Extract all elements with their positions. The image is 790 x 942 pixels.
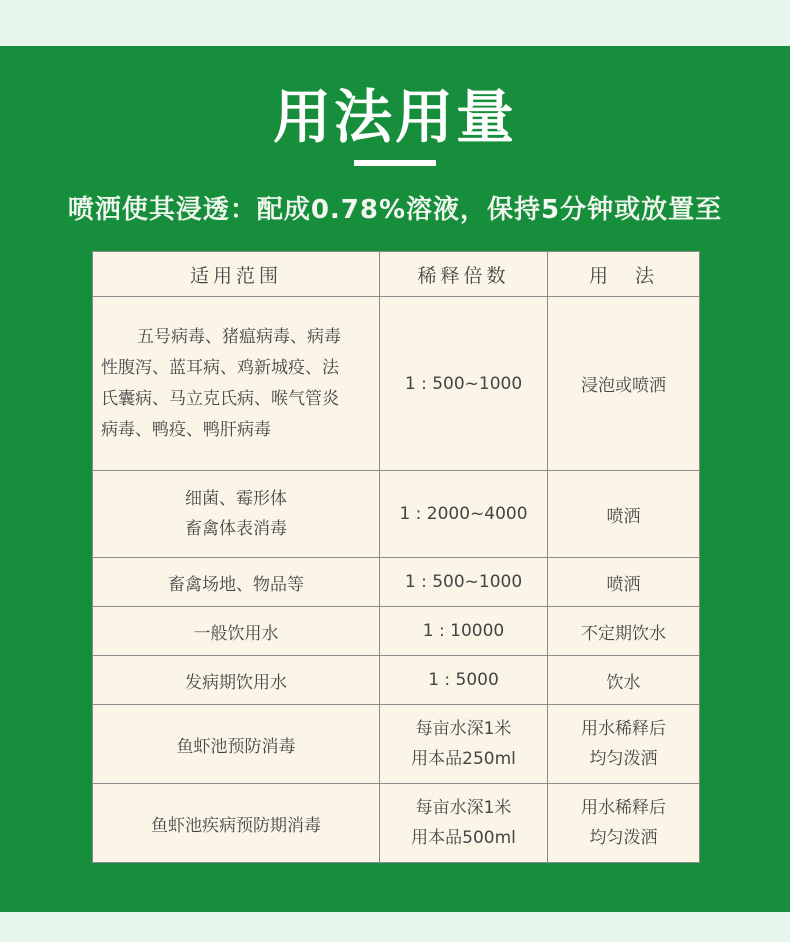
dilution-line: 1 : 2000~4000 [399, 504, 528, 524]
method-cell [548, 656, 700, 705]
method-cell [548, 607, 700, 656]
usage-instruction: 喷洒使其浸透：配成0.78%溶液，保持5分钟或放置至 [67, 195, 723, 225]
table-row [93, 607, 700, 656]
dilution-cell [380, 471, 548, 558]
scope-line: 细菌、霉形体 [185, 489, 287, 509]
scope-line: 性腹泻、蓝耳病、鸡新城疫、法 [101, 357, 339, 378]
scope-line: 一般饮用水 [193, 623, 279, 644]
method-cell [548, 297, 700, 471]
scope-cell [93, 471, 380, 558]
method-cell [548, 705, 700, 784]
scope-cell [93, 607, 380, 656]
scope-line: 五号病毒、猪瘟病毒、病毒 [137, 326, 341, 347]
method-line: 浸泡或喷洒 [581, 376, 666, 396]
title-underline [354, 160, 436, 166]
scope-line: 鱼虾池预防消毒 [176, 736, 296, 757]
column-header-method: 用 法 [548, 252, 700, 297]
method-line: 用水稀释后 [581, 798, 666, 818]
scope-cell [93, 558, 380, 607]
table-row [93, 471, 700, 558]
method-line: 喷洒 [606, 574, 641, 595]
scope-cell [93, 297, 380, 471]
method-line: 喷洒 [606, 506, 641, 527]
table-row [93, 558, 700, 607]
scope-line: 畜禽体表消毒 [185, 519, 287, 539]
table-row [93, 297, 700, 471]
dilution-cell [380, 558, 548, 607]
scope-line: 鱼虾池疾病预防期消毒 [151, 815, 321, 836]
dilution-cell [380, 297, 548, 471]
scope-cell [93, 656, 380, 705]
table-row [93, 656, 700, 705]
dilution-line: 用本品500ml [411, 828, 516, 848]
dilution-line: 用本品250ml [411, 749, 516, 769]
method-line: 均匀泼洒 [589, 749, 658, 769]
method-cell [548, 558, 700, 607]
method-cell [548, 784, 700, 863]
scope-cell [93, 784, 380, 863]
dilution-line: 1 : 10000 [422, 621, 505, 641]
dilution-line: 1 : 5000 [428, 670, 499, 690]
dilution-line: 每亩水深1米 [415, 798, 512, 818]
dilution-cell [380, 656, 548, 705]
table-row [93, 705, 700, 784]
table-header-row [93, 252, 700, 297]
table-row [93, 784, 700, 863]
column-header-dilution: 稀释倍数 [380, 252, 548, 297]
page-title: 用法用量 [272, 83, 517, 151]
method-line: 不定期饮水 [581, 623, 666, 644]
scope-line: 发病期饮用水 [185, 672, 287, 693]
scope-line: 畜禽场地、物品等 [168, 574, 304, 595]
scope-line: 病毒、鸭疫、鸭肝病毒 [101, 419, 271, 440]
method-line: 用水稀释后 [581, 719, 666, 739]
dilution-cell [380, 607, 548, 656]
scope-cell [93, 705, 380, 784]
dilution-line: 每亩水深1米 [415, 719, 512, 739]
dilution-line: 1 : 500~1000 [404, 572, 523, 592]
method-line: 饮水 [606, 672, 641, 693]
scope-line: 氏囊病、马立克氏病、喉气管炎 [101, 388, 339, 409]
dilution-cell [380, 784, 548, 863]
method-line: 均匀泼洒 [589, 828, 658, 848]
method-cell [548, 471, 700, 558]
dilution-line: 1 : 500~1000 [404, 373, 523, 394]
dilution-cell [380, 705, 548, 784]
column-header-scope: 适用范围 [93, 252, 380, 297]
usage-table [92, 251, 700, 863]
